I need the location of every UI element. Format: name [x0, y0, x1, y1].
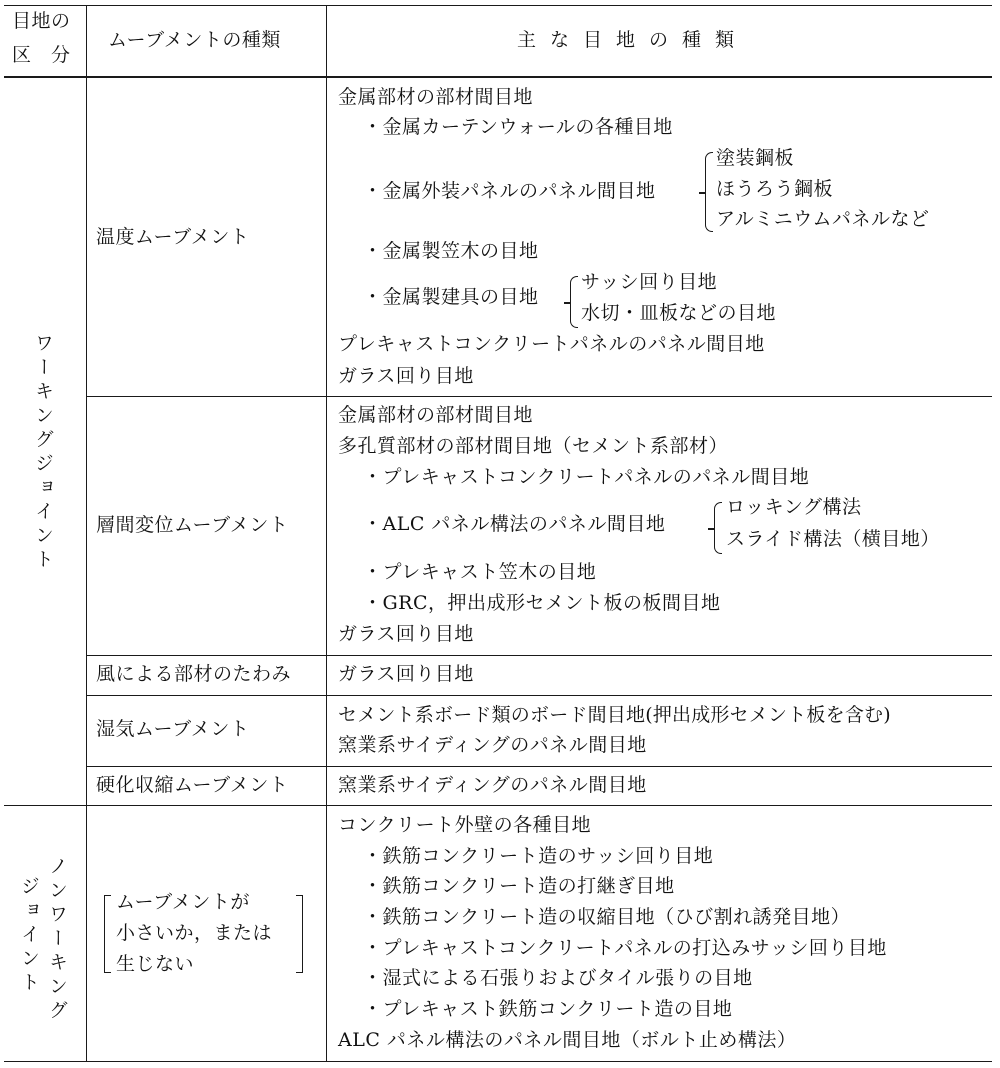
story-joint-3: ・プレキャストコンクリートパネルのパネル間目地 — [363, 466, 810, 488]
temp-joint-2: ・金属カーテンウォールの各種目地 — [363, 116, 673, 138]
temp-joint-3-sub-3: アルミニウムパネルなど — [716, 208, 930, 230]
nonworking-joint-7: ・プレキャスト鉄筋コンクリート造の目地 — [363, 998, 733, 1020]
nonworking-bracket-left — [104, 895, 111, 973]
nonworking-joint-2: ・鉄筋コンクリート造のサッシ回り目地 — [363, 845, 714, 867]
movement-nonworking-line1: ムーブメントが — [116, 891, 250, 913]
story-joint-2: 多孔質部材の部材間目地（セメント系部材） — [338, 435, 729, 457]
group-working-joint: ワーキングジョイント — [32, 333, 54, 573]
temp-joint-3-sub-2: ほうろう鋼板 — [716, 178, 834, 200]
movement-curing: 硬化収縮ムーブメント — [96, 774, 289, 796]
temp-joint-1: 金属部材の部材間目地 — [338, 86, 534, 108]
temp-joint-5-brace — [570, 276, 578, 328]
nonworking-bracket-right — [296, 895, 303, 973]
story-joint-1: 金属部材の部材間目地 — [338, 404, 534, 426]
header-col1-line2: 区 分 — [12, 44, 71, 66]
group-nonworking-col-b: ジョイント — [18, 876, 40, 996]
wind-joint-1: ガラス回り目地 — [338, 663, 474, 685]
temp-joint-7: ガラス回り目地 — [338, 365, 474, 387]
temp-joint-5-sub-2: 水切・皿板などの目地 — [581, 302, 777, 324]
temp-joint-3-sub-1: 塗装鋼板 — [716, 147, 795, 169]
rule-col-1 — [86, 5, 87, 1062]
rule-header-bottom — [4, 76, 992, 78]
nonworking-joint-5: ・プレキャストコンクリートパネルの打込みサッシ回り目地 — [363, 937, 887, 959]
nonworking-joint-6: ・湿式による石張りおよびタイル張りの目地 — [363, 967, 753, 989]
nonworking-joint-1: コンクリート外壁の各種目地 — [338, 814, 592, 836]
rule-col-2 — [326, 5, 327, 1062]
story-joint-5: ・プレキャスト笠木の目地 — [363, 561, 597, 583]
rule-story-bottom — [86, 655, 992, 656]
curing-joint-1: 窯業系サイディングのパネル間目地 — [338, 774, 647, 796]
rule-temp-bottom — [86, 396, 992, 397]
movement-nonworking-line2: 小さいか，または — [116, 922, 273, 944]
story-joint-4: ・ALC パネル構法のパネル間目地 — [363, 513, 666, 535]
movement-nonworking-line3: 生じない — [116, 953, 195, 975]
header-col3: 主な目地の種類 — [517, 29, 749, 51]
rule-moisture-bottom — [86, 766, 992, 767]
movement-story-drift: 層間変位ムーブメント — [96, 514, 289, 536]
rule-bottom — [4, 1061, 992, 1062]
rule-top — [4, 5, 992, 6]
temp-joint-3: ・金属外装パネルのパネル間目地 — [363, 180, 656, 202]
header-col2: ムーブメントの種類 — [108, 29, 281, 51]
story-joint-7: ガラス回り目地 — [338, 623, 474, 645]
movement-wind: 風による部材のたわみ — [96, 663, 292, 685]
story-joint-4-sub-2: スライド構法（横目地） — [726, 528, 940, 550]
nonworking-joint-8: ALC パネル構法のパネル間目地（ボルト止め構法） — [338, 1029, 797, 1051]
nonworking-joint-3: ・鉄筋コンクリート造の打継ぎ目地 — [363, 875, 675, 897]
movement-temperature: 温度ムーブメント — [96, 226, 250, 248]
temp-joint-3-brace — [705, 152, 713, 232]
rule-working-bottom — [4, 805, 992, 806]
story-joint-4-sub-1: ロッキング構法 — [726, 496, 862, 518]
temp-joint-5: ・金属製建具の目地 — [363, 286, 539, 308]
temp-joint-6: プレキャストコンクリートパネルのパネル間目地 — [338, 333, 765, 355]
moisture-joint-1: セメント系ボード類のボード間目地(押出成形セメント板を含む) — [338, 704, 891, 726]
group-nonworking-col-a: ノンワーキング — [46, 856, 68, 1024]
temp-joint-5-sub-1: サッシ回り目地 — [581, 271, 718, 293]
story-joint-6: ・GRC，押出成形セメント板の板間目地 — [363, 592, 721, 614]
movement-moisture: 湿気ムーブメント — [96, 718, 250, 740]
moisture-joint-2: 窯業系サイディングのパネル間目地 — [338, 734, 647, 756]
header-col1-line1: 目地の — [12, 10, 71, 32]
nonworking-joint-4: ・鉄筋コンクリート造の収縮目地（ひび割れ誘発目地） — [363, 906, 851, 928]
temp-joint-4: ・金属製笠木の目地 — [363, 240, 539, 262]
rule-wind-bottom — [86, 695, 992, 696]
story-joint-4-brace — [714, 502, 722, 554]
